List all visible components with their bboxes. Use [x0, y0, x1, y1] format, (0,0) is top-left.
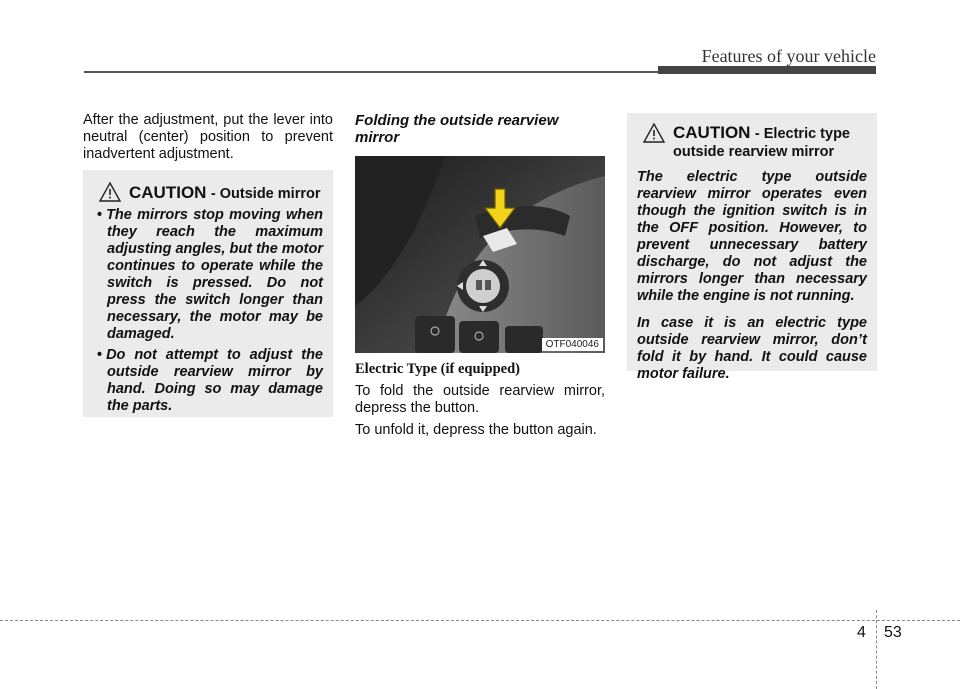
- warning-triangle-icon: [643, 123, 665, 143]
- caution-subtitle: - Outside mirror: [210, 186, 321, 202]
- fold-paragraph: To fold the outside rearview mirror, depress the button.: [355, 383, 605, 416]
- caution-heading: [99, 182, 323, 203]
- caution-subtitle: - Electric type outside rearview mirror: [673, 126, 850, 160]
- caution-paragraph: In case it is an electric type outside rearview mirror, don’t fold it by hand. It could cause motor failure.: [637, 315, 867, 382]
- column-left: [83, 112, 333, 163]
- caution-item: • Do not attempt to adjust the outside rearview mirror by hand. Doing so may damage the parts.: [97, 347, 323, 414]
- intro-paragraph: After the adjustment, put the lever into neutral (center) position to prevent inadvertent adjustment.: [83, 112, 333, 162]
- chapter-number: 4: [857, 624, 866, 641]
- caution-box-outside-mirror: [83, 170, 333, 417]
- caution-box-electric-mirror: [627, 113, 877, 382]
- footer-rule: [0, 620, 960, 621]
- unfold-paragraph: To unfold it, depress the button again.: [355, 422, 597, 438]
- caution-paragraph: The electric type outside rearview mirror operates even though the ignition switch is in the OFF position. However, to prevent unnecessary battery discharge, do not adjust the mirrors longer than necessary while the engine is not running.: [637, 169, 867, 304]
- warning-triangle-icon: [99, 182, 121, 202]
- column-middle: [355, 112, 605, 444]
- caution-item: • The mirrors stop moving when they reach the maximum adjusting angles, but the motor continues to operate while the switch is pressed. Do not press the switch longer than necessary, the motor may be damaged.: [97, 207, 323, 342]
- section-title: Folding the outside rearview mirror: [355, 112, 559, 146]
- running-header: Features of your vehicle: [701, 46, 876, 66]
- image-code-label: OTF040046: [542, 338, 603, 351]
- caution-title: CAUTION: [129, 183, 207, 202]
- caution-list: [93, 207, 323, 415]
- subheading: Electric Type (if equipped): [355, 361, 520, 377]
- header-bar: [658, 66, 876, 74]
- caution-title: CAUTION: [673, 123, 751, 142]
- header-rule: [84, 71, 658, 73]
- caution-heading: [643, 123, 867, 161]
- footer-divider: [876, 610, 877, 689]
- page-number: 53: [884, 624, 902, 641]
- mirror-switch-photo: [355, 156, 605, 353]
- door-switch-illustration: [355, 156, 605, 353]
